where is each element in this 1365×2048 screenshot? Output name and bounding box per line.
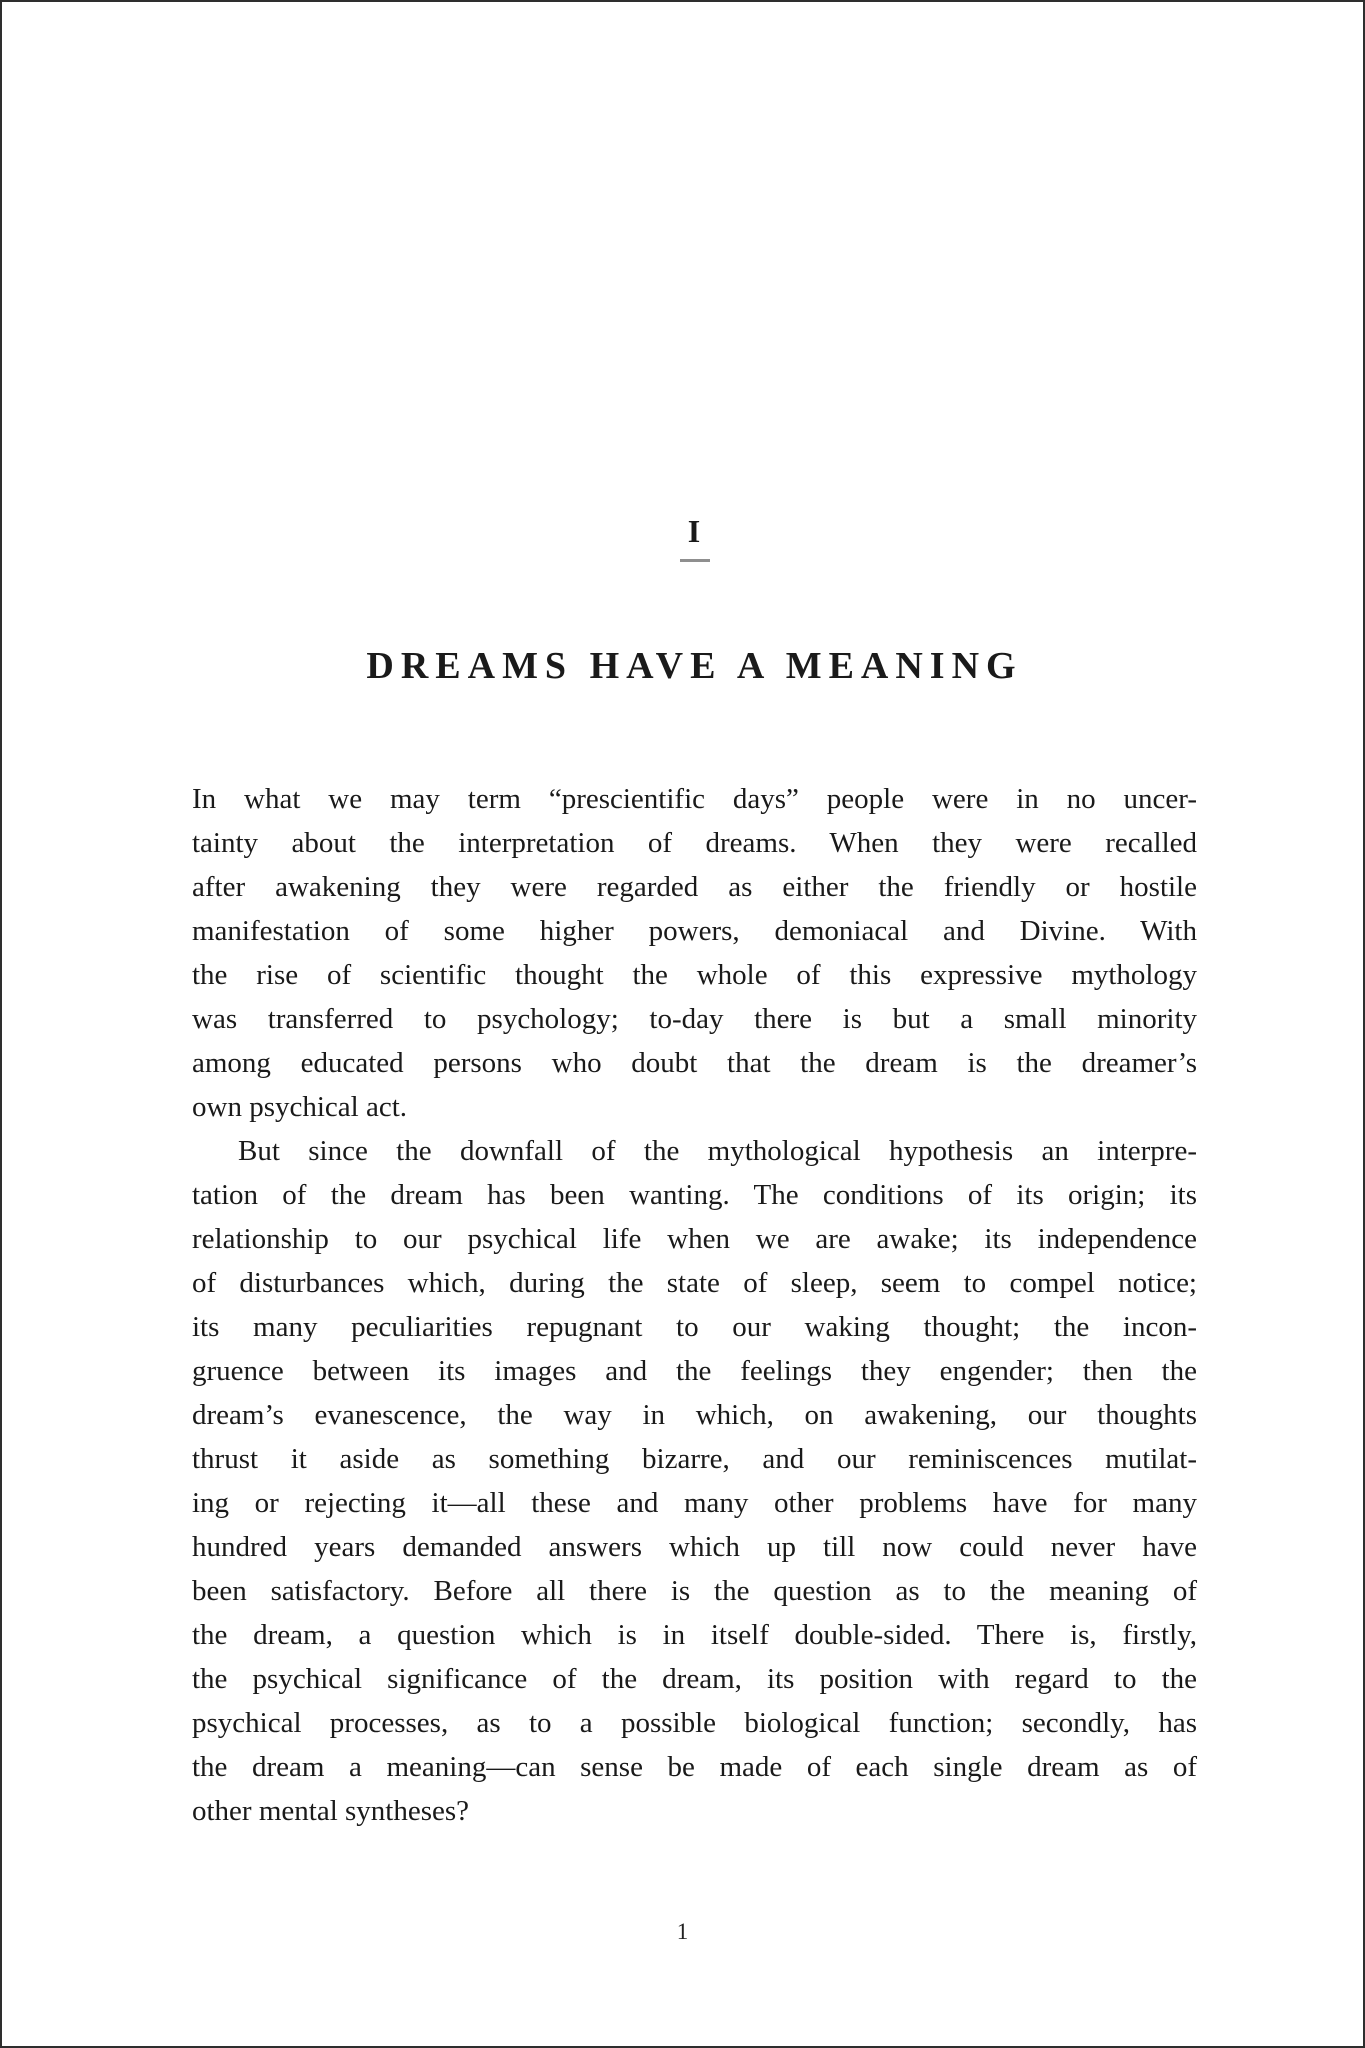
text-line: hundred years demanded answers which up till now could never have	[192, 1531, 1197, 1563]
text-line: its many peculiarities repugnant to our waking thought; the incon-	[192, 1311, 1197, 1343]
text-line: tainty about the interpretation of dreams. When they were recalled	[192, 827, 1197, 859]
text-line: the psychical significance of the dream, its position with regard to the	[192, 1663, 1197, 1695]
text-line: the dream a meaning—can sense be made of each single dream as of	[192, 1751, 1197, 1783]
text-line: psychical processes, as to a possible biological function; secondly, has	[192, 1707, 1197, 1739]
text-line: thrust it aside as something bizarre, and our reminiscences mutilat-	[192, 1443, 1197, 1475]
body-text	[192, 777, 1197, 1833]
text-line: dream’s evanescence, the way in which, on awakening, our thoughts	[192, 1399, 1197, 1431]
text-line: been satisfactory. Before all there is the question as to the meaning of	[192, 1575, 1197, 1607]
text-line: In what we may term “prescientific days” people were in no uncer-	[192, 783, 1197, 815]
text-line: was transferred to psychology; to-day there is but a small minority	[192, 1003, 1197, 1035]
page-number: 1	[676, 1919, 689, 1944]
text-line: among educated persons who doubt that the dream is the dreamer’s	[192, 1047, 1197, 1079]
text-line: ing or rejecting it—all these and many other problems have for many	[192, 1487, 1197, 1519]
text-line: manifestation of some higher powers, demoniacal and Divine. With	[192, 915, 1197, 947]
text-line: own psychical act.	[192, 1091, 408, 1123]
text-line: after awakening they were regarded as either the friendly or hostile	[192, 871, 1197, 903]
text-line: gruence between its images and the feelings they engender; then the	[192, 1355, 1197, 1387]
text-line: relationship to our psychical life when we are awake; its independence	[192, 1223, 1197, 1255]
text-line: the dream, a question which is in itself double-sided. There is, firstly,	[192, 1619, 1197, 1651]
text-line: tation of the dream has been wanting. The conditions of its origin; its	[192, 1179, 1197, 1211]
chapter-heading	[192, 2, 1197, 686]
paragraph	[192, 777, 1197, 1129]
paragraph	[192, 1129, 1197, 1833]
text-line: But since the downfall of the mythological hypothesis an interpre-	[238, 1135, 1197, 1167]
chapter-number: I	[687, 513, 702, 549]
text-line: other mental syntheses?	[192, 1795, 470, 1827]
chapter-divider-rule	[680, 559, 710, 562]
chapter-title: DREAMS HAVE A MEANING	[366, 645, 1023, 687]
text-line: the rise of scientific thought the whole of this expressive mythology	[192, 959, 1197, 991]
text-line: of disturbances which, during the state of sleep, seem to compel notice;	[192, 1267, 1197, 1299]
